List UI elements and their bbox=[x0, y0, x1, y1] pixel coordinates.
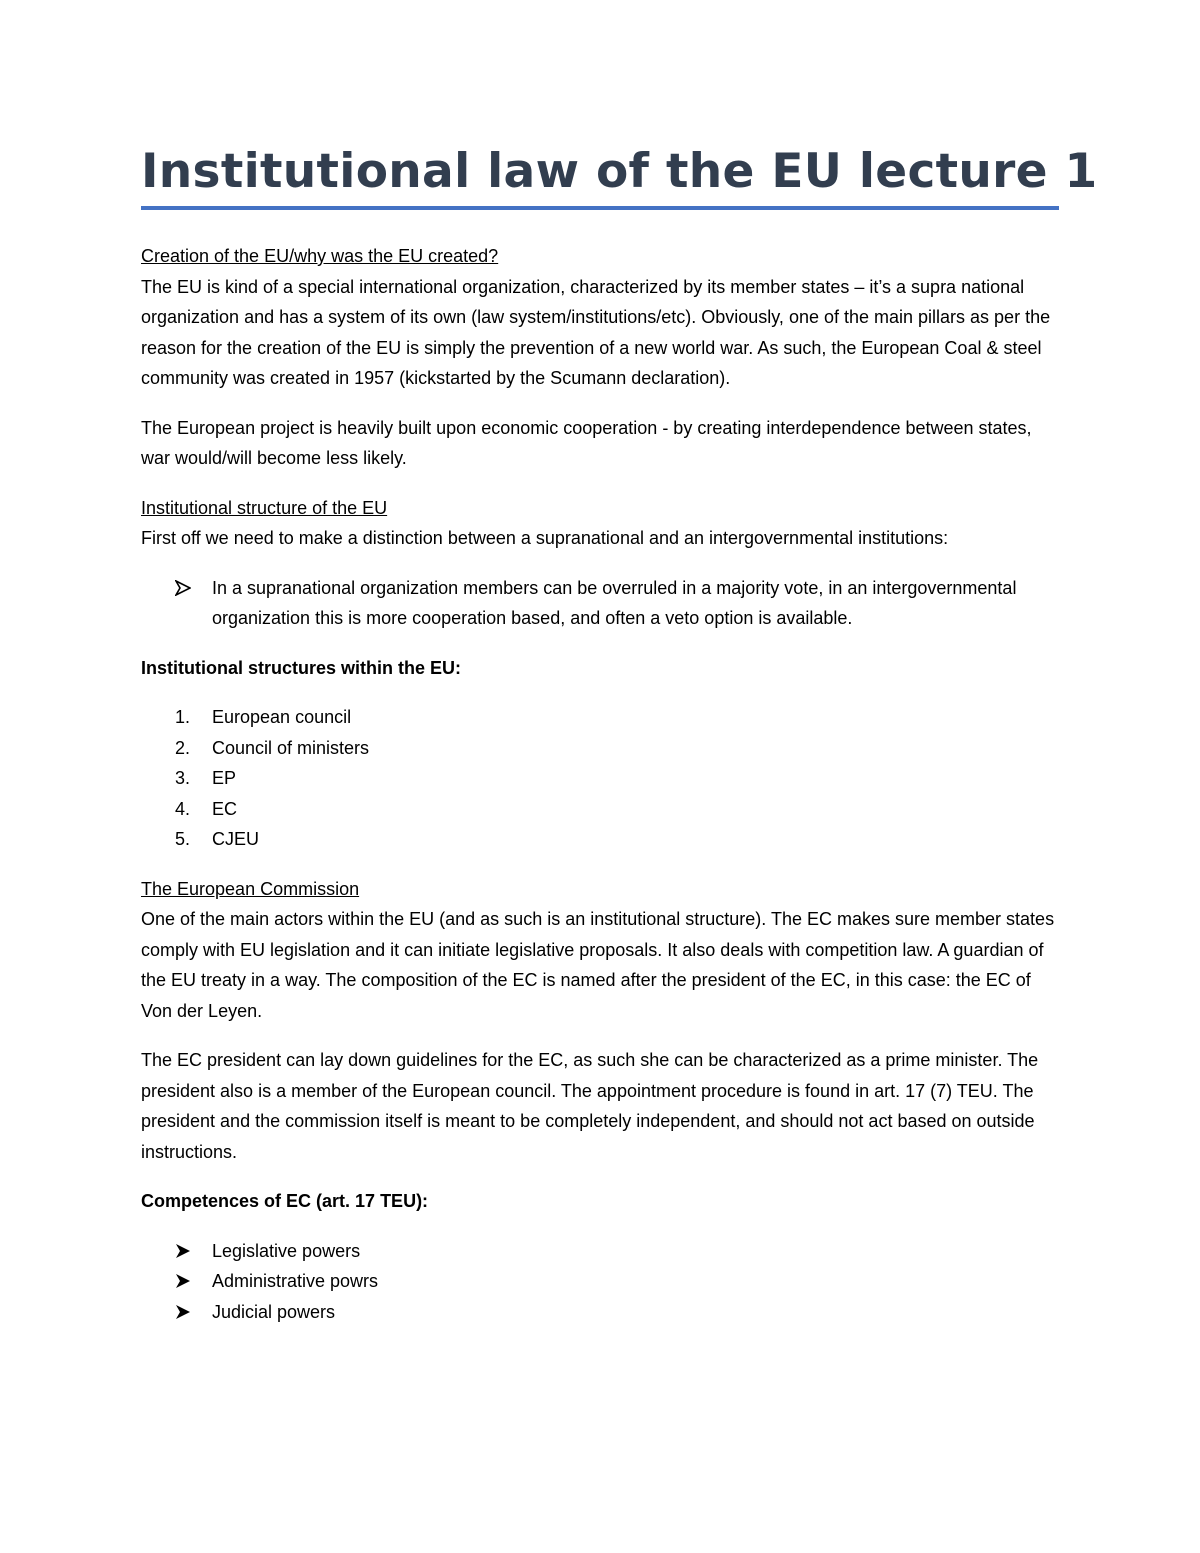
list-number: 2. bbox=[175, 737, 191, 758]
paragraph-institutional-structure: First off we need to make a distinction between a supranational and an intergovernmental institutions: bbox=[141, 528, 949, 548]
list-item-text: Council of ministers bbox=[212, 737, 370, 758]
competences-bullet-list bbox=[141, 1236, 1059, 1328]
institutions-numbered-list bbox=[141, 702, 1059, 855]
document-body bbox=[141, 241, 1059, 1327]
list-item bbox=[141, 794, 1059, 825]
bullet-text: Legislative powers bbox=[212, 1240, 361, 1261]
bullet-text: In a supranational organization members can be overruled in a majority vote, in an intergovernmental organization this is more cooperation based, and often a veto option is available. bbox=[212, 577, 1017, 628]
paragraph-commission-1: One of the main actors within the EU (and as such is an institutional structure). The EC makes sure member states comply with EU legislation and it can initiate legislative proposals. It also deals with competition law. A guardian of the EU treaty in a way. The composition of the EC is named after the president of the EC, in this case: the EC of Von der Leyen. bbox=[141, 909, 1055, 1021]
bullet-text: Judicial powers bbox=[212, 1301, 336, 1322]
heading-institutional-structure: Institutional structure of the EU bbox=[141, 497, 388, 518]
heading-european-commission: The European Commission bbox=[141, 878, 360, 899]
list-item bbox=[141, 824, 1059, 855]
heading-competences: Competences of EC (art. 17 TEU): bbox=[141, 1191, 429, 1211]
list-item-text: EC bbox=[212, 798, 238, 819]
list-item-text: European council bbox=[212, 707, 352, 727]
paragraph-creation-2: The European project is heavily built upon economic cooperation - by creating interdependence between states, war would/will become less likely. bbox=[141, 417, 1032, 468]
list-item bbox=[141, 763, 1059, 794]
arrowhead-filled-icon bbox=[175, 1297, 191, 1320]
supranational-bullet-list bbox=[141, 573, 1059, 634]
list-number: 1. bbox=[175, 707, 191, 727]
list-item bbox=[141, 1236, 1059, 1267]
list-item-text: EP bbox=[212, 768, 237, 788]
heading-structures-within-eu: Institutional structures within the EU: bbox=[141, 657, 462, 678]
list-number: 4. bbox=[175, 798, 191, 819]
arrowhead-filled-icon bbox=[175, 1236, 191, 1259]
title-underline-rule bbox=[141, 206, 1059, 210]
arrowhead-filled-icon bbox=[175, 1266, 191, 1289]
arrowhead-outline-icon bbox=[175, 573, 191, 596]
paragraph-creation-1: The EU is kind of a special international organization, characterized by its member states – it’s a supra national organization and has a system of its own (law system/institutions/etc). Obviously, one of the main pillars as per the reason for the creation of the EU is simply the prevention of a new world war. As such, the European Coal & steel community was created in 1957 (kickstarted by the Scumann declaration). bbox=[141, 276, 1051, 388]
list-item bbox=[141, 1297, 1059, 1328]
list-number: 5. bbox=[175, 829, 191, 849]
document-page bbox=[141, 138, 1098, 1327]
list-item bbox=[141, 573, 1059, 634]
paragraph-commission-2: The EC president can lay down guidelines for the EC, as such she can be characterized as a prime minister. The president also is a member of the European council. The appointment procedure is found in art. 17 (7) TEU. The president and the commission itself is meant to be completely independent, and should not act based on outside instructions. bbox=[141, 1050, 1039, 1162]
list-item bbox=[141, 1266, 1059, 1297]
list-item-text: CJEU bbox=[212, 829, 260, 849]
list-item bbox=[141, 733, 1059, 764]
document-title: Institutional law of the EU lecture 1 bbox=[141, 144, 1098, 199]
list-item bbox=[141, 702, 1059, 733]
bullet-text: Administrative powrs bbox=[212, 1271, 379, 1291]
list-number: 3. bbox=[175, 768, 191, 788]
heading-creation-of-eu: Creation of the EU/why was the EU created? bbox=[141, 246, 499, 266]
